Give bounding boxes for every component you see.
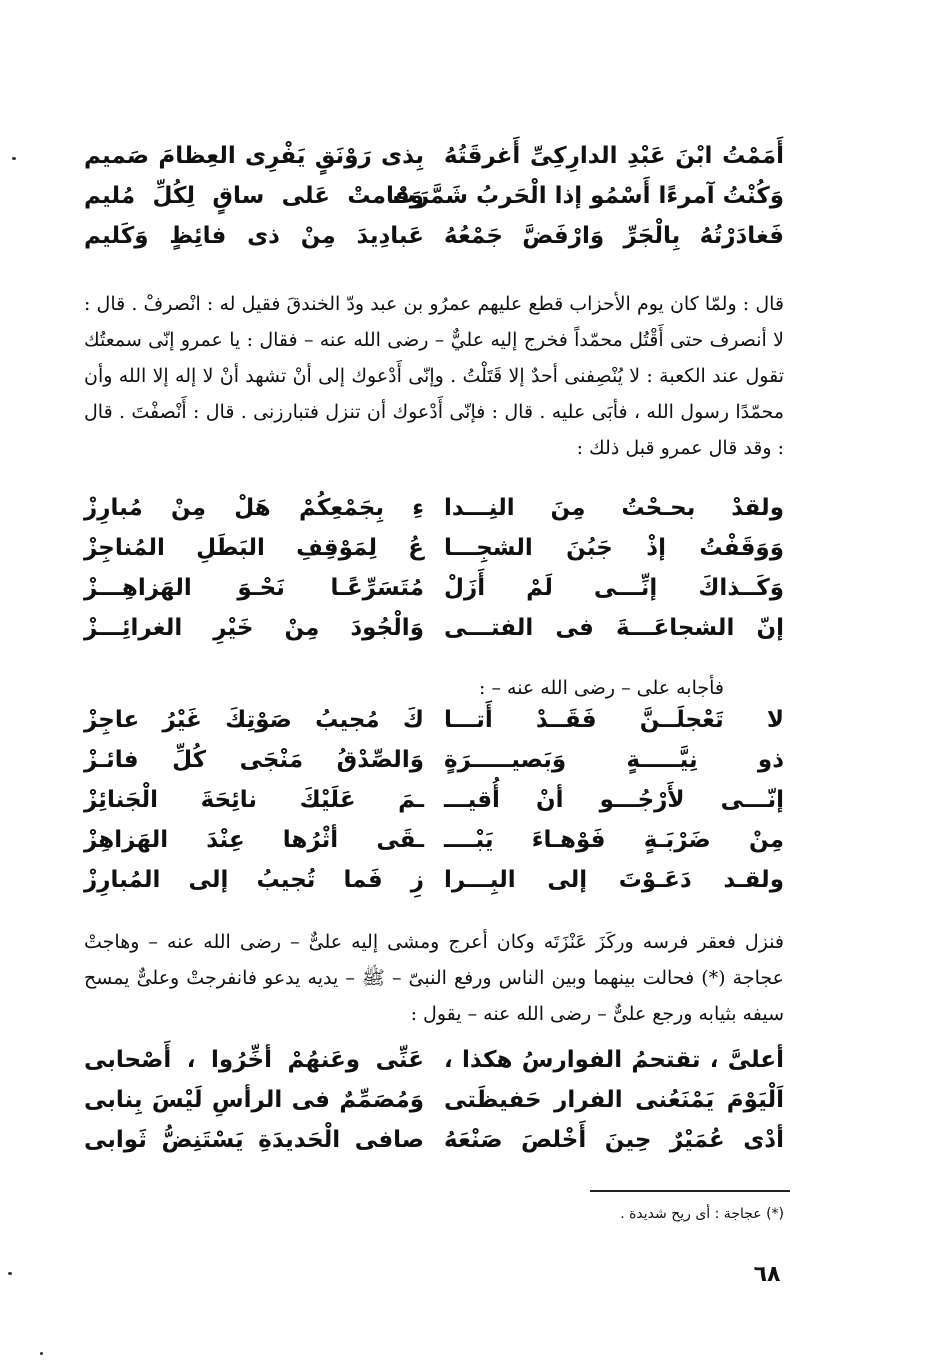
verse (84, 568, 784, 608)
scan-speck (40, 1352, 43, 1355)
first-hemistich: أدْى عُمَيْرٌ حِينَ أَخْلصَ صَنْعَهُ (444, 1127, 784, 1153)
poem-block-3 (84, 700, 784, 900)
verse (84, 780, 784, 820)
second-hemistich: بِذى رَوْنَقٍ يَفْرِى العِظامَ صَميم (84, 143, 424, 169)
first-hemistich: لا تَعْجلَــنَّ فَقَــدْ أَتـــا (444, 707, 784, 733)
second-hemistich: ـقَى أثْرُها عِنْدَ الهَزاهِزْ (84, 827, 424, 853)
first-hemistich: مِنْ ضَرْبَـةٍ فَوْهـاءَ يَبْــــ (444, 827, 784, 853)
second-hemistich: وَمُصَمِّمٌ فى الرأسِ لَيْسَ بِنابى (84, 1087, 424, 1113)
second-hemistich: عُ لِمَوْقِفِ البَطَلِ المُناجِزْ (84, 535, 424, 561)
first-hemistich: ولقـد دَعَـوْتَ إلى البِـــرا (444, 867, 784, 893)
scan-speck (12, 157, 16, 160)
prose-paragraph-1 (84, 286, 784, 466)
paragraph-text: فنزل فعقر فرسه وركَزَ عَنْزَتَه وكان أعرج ومشى إليه علىٌّ – رضى الله عنه – وهاجتْ عجاجة (*) فحالت بينهما وبين الناس ورفع النبىّ – ﷺ – يديه يدعو فانفرجتْ وعلىٌّ يمسح سيفه بثيابه ورجع علىٌّ – رضى الله عنه – يقول : (84, 931, 784, 1025)
poem-block-1 (84, 136, 784, 256)
second-hemistich: وَالصِّدْقُ مَنْجَى كُلِّ فائـزْ (84, 747, 424, 773)
poem-block-4 (84, 1040, 784, 1160)
second-hemistich: وَالْجُودَ مِنْ خَيْرِ الغرائِـــزْ (84, 615, 424, 641)
first-hemistich: وَكُنْتُ آمرءًا أَسْمُو إذا الْحَربُ شَمَّرَتْ (392, 183, 784, 209)
first-hemistich: ولقدْ بحـحْتُ مِنَ النِـــدا (444, 495, 784, 521)
verse (84, 740, 784, 780)
first-hemistich: فَغادَرْتُهُ بِالْجَرِّ وَارْفَضَّ جَمْعُهُ (444, 223, 784, 249)
verse (84, 820, 784, 860)
first-hemistich: وَوَقَفْتُ إذْ جَبُنَ الشجِـــا (444, 535, 784, 561)
first-hemistich: أَمَمْتُ ابْنَ عَبْدِ الدارِكِىِّ أَغرقَتُهُ (444, 143, 784, 169)
second-hemistich: كَ مُجيبُ صَوْتِكَ غَيْرُ عاجِزْ (84, 707, 424, 733)
verse (84, 488, 784, 528)
second-hemistich: عَنِّى وعَنهُمْ أخِّرُوا ، أَصْحابى (84, 1047, 424, 1073)
second-hemistich: مُتَسَرِّعًـا نَحْـوَ الهَزاهِـــزْ (84, 575, 424, 601)
verse (84, 608, 784, 648)
first-hemistich: اَلْيَوْمَ يَمْنَعُنى الفرار حَفيظَتى (444, 1087, 784, 1113)
verse (84, 1120, 784, 1160)
verse (84, 136, 784, 176)
page-number: ٦٨ (753, 1262, 781, 1287)
second-hemistich: ـمَ عَلَيْكَ نائِحَةَ الْجَنائِزْ (84, 787, 424, 813)
poem-block-2 (84, 488, 784, 648)
paragraph-text: قال : ولمّا كان يوم الأحزاب قطع عليهم عمرُو بن عبد ودّ الخندقَ فقيل له : انْصرفْ . قال : لا أنصرف حتى أَقْتُل محمّداً فخرج إليه عليٌّ – رضى الله عنه – فقال : يا عمرو إنّى سمعتُك تقول عند الكعبة : لا يُنْصِفنى أحدٌ إلا قَتَلْتُ . وإنّى أَدْعوك إلى أنْ تشهد أنْ لا إله إلا الله وأن محمّدًا رسول الله ، فأبَى عليه . قال : فإنّى أَدْعوك أن تنزل فتبارزنى . قال : أَنْصفْتَ . قال : وقد قال عمرو قبل ذلك : (84, 293, 784, 459)
second-hemistich: ءِ بِجَمْعِكُمْ هَلْ مِنْ مُبارِزْ (84, 495, 424, 521)
first-hemistich: أعلىَّ ، تقتحمُ الفوارسُ هكذا ، (444, 1047, 784, 1073)
verse (84, 700, 784, 740)
prose-paragraph-3 (84, 924, 784, 1032)
verse (84, 1080, 784, 1120)
first-hemistich: إنّـــى لأَرْجُـــو أنْ أُقيـــ (444, 787, 784, 813)
verse (84, 528, 784, 568)
second-hemistich: وَقامتْ عَلى ساقٍ لِكُلِّ مُليم (84, 183, 424, 209)
second-hemistich: زِ فَما تُجيبُ إلى المُبارِزْ (84, 867, 424, 893)
first-hemistich: ذو نِيَّـــــةٍ وَبَصيـــــرَةٍ (444, 747, 784, 773)
second-hemistich: صافى الْحَديدَةِ يَسْتَنِضُّ ثَوابى (84, 1127, 424, 1153)
footnote: (*) عجاجة : أى ريح شديدة . (620, 1206, 784, 1222)
footnote-divider (590, 1190, 790, 1192)
verse (84, 176, 784, 216)
first-hemistich: إنّ الشجاعَـــةَ فى الفتـــى (444, 615, 784, 641)
paragraph-text: فأجابه على – رضى الله عنه – : (479, 677, 724, 699)
verse (84, 216, 784, 256)
first-hemistich: وَكَــذاكَ إنِّـــى لَمْ أَزَلْ (444, 575, 784, 601)
verse (84, 860, 784, 900)
scan-speck (8, 1272, 12, 1275)
verse (84, 1040, 784, 1080)
second-hemistich: عَبادِيدَ مِنْ ذى فائِظٍ وَكَليم (84, 223, 424, 249)
